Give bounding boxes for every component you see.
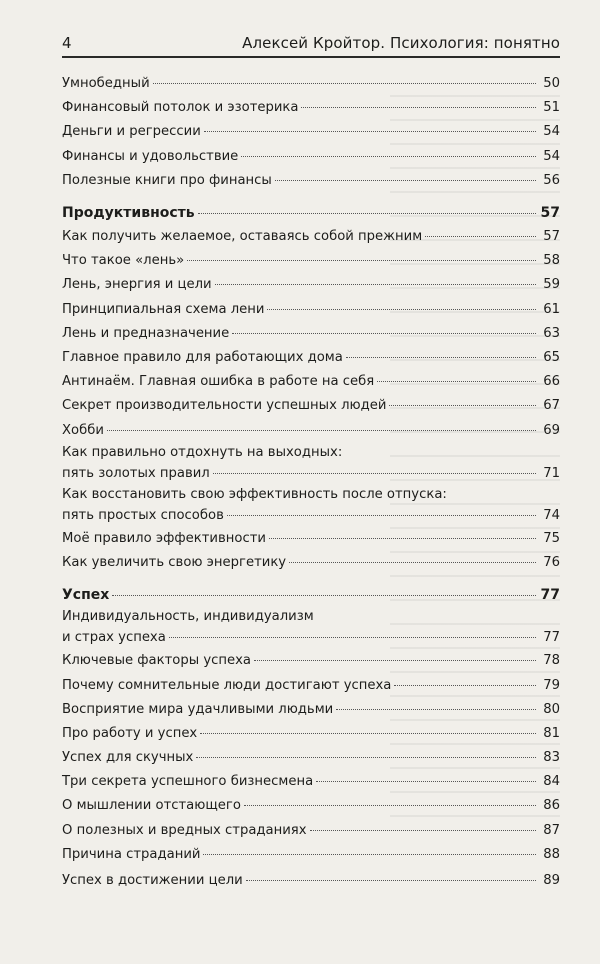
dot-leader [213,473,536,474]
dot-leader [232,333,536,334]
toc-entry-title: Успех в достижении цели [62,873,243,889]
toc-entry-page: 86 [543,798,560,814]
toc-entry [62,795,560,819]
toc-entry [62,145,560,169]
toc-entry-page: 87 [543,822,560,838]
dot-leader [246,880,536,881]
dot-leader [425,236,536,237]
toc-entry-title: О мышлении отстающего [62,798,241,814]
dot-leader [241,156,536,157]
dot-leader [336,709,536,710]
dot-leader [227,515,536,516]
toc-entry-title: Финансовый потолок и эзотерика [62,100,299,116]
toc-entry [62,485,560,527]
toc-entry-page: 80 [543,701,560,717]
toc-entry [62,370,560,394]
dot-leader [289,562,536,563]
toc-entry [62,746,560,770]
toc-entry-page: 77 [543,630,560,646]
dot-leader [394,685,536,686]
toc-entry-page: 74 [543,507,560,523]
dot-leader [198,213,536,214]
toc-entry-page: 88 [543,846,560,862]
toc-entry-page: 69 [543,422,560,438]
toc-entry-title: Умнобедный [62,75,150,91]
toc-entry-page: 71 [543,465,560,481]
toc-entry-page: 54 [543,124,560,140]
toc-entry-title: Восприятие мира удачливыми людьми [62,701,334,717]
dot-leader [389,405,536,406]
toc-entry-title: Антинаём. Главная ошибка в работе на себя [62,374,375,390]
toc-entry [62,607,560,649]
toc-entry-page: 66 [543,374,560,390]
toc-entry-title: Успех для скучных [62,750,194,766]
dot-leader [301,107,536,108]
dot-leader [316,781,536,782]
toc-entry-page: 65 [543,350,560,366]
toc-entry [62,225,560,249]
toc-entry-title: Моё правило эффективности [62,530,266,546]
dot-leader [244,805,536,806]
toc-entry [62,869,560,893]
toc-entry-title: Полезные книги про финансы [62,172,272,188]
toc-entry-title: Ключевые факторы успеха [62,653,252,669]
dot-leader [153,83,536,84]
section-title: Продуктивность [62,204,195,221]
dot-leader [204,131,536,132]
dot-leader [346,357,536,358]
toc-entry [62,443,560,485]
toc-entry [62,169,560,193]
dot-leader [215,284,536,285]
book-title: Алексей Кройтор. Психология: понятно [242,34,560,52]
toc-entry [62,322,560,346]
toc-entry-page: 76 [543,554,560,570]
table-of-contents [62,72,560,893]
toc-entry [62,249,560,273]
toc-entry-title: Лень и предназначение [62,325,230,341]
toc-entry-page: 75 [543,530,560,546]
toc-entry-title: О полезных и вредных страданиях [62,822,307,838]
dot-leader [203,854,536,855]
dot-leader [269,538,536,539]
toc-entry-page: 89 [543,873,560,889]
toc-entry-page: 84 [543,774,560,790]
toc-entry-page: 78 [543,653,560,669]
toc-entry [62,722,560,746]
toc-entry-page: 61 [543,301,560,317]
toc-entry-title: Что такое «лень» [62,253,185,269]
toc-entry-page: 58 [543,253,560,269]
toc-section-heading [62,583,560,607]
toc-entry-title: Деньги и регрессии [62,124,201,140]
toc-entry [62,770,560,794]
toc-entry-title: Три секрета успешного бизнесмена [62,774,314,790]
dot-leader [107,430,536,431]
toc-entry-title-line1: Как правильно отдохнуть на выходных: [62,444,343,460]
toc-entry-title-line2: и страх успеха [62,630,166,646]
dot-leader [275,180,536,181]
toc-entry [62,551,560,575]
toc-entry-title-line2: пять простых способов [62,507,224,523]
toc-entry [62,394,560,418]
toc-entry-title: Как увеличить свою энергетику [62,554,287,570]
toc-entry [62,96,560,120]
toc-entry-title: Лень, энергия и цели [62,277,212,293]
toc-entry-page: 81 [543,725,560,741]
toc-entry [62,298,560,322]
toc-entry-title: Хобби [62,422,104,438]
section-title: Успех [62,587,110,604]
toc-entry-title: Как получить желаемое, оставаясь собой прежним [62,229,423,245]
toc-entry-page: 57 [540,204,560,221]
dot-leader [377,381,536,382]
dot-leader [169,637,536,638]
toc-entry [62,649,560,673]
toc-entry [62,843,560,867]
toc-entry-title: Принципиальная схема лени [62,301,265,317]
toc-entry-page: 57 [543,229,560,245]
toc-entry-title: Про работу и успех [62,725,198,741]
toc-entry [62,346,560,370]
toc-entry [62,120,560,144]
toc-entry-title-line1: Как восстановить свою эффективность после отпуска: [62,486,447,502]
toc-entry [62,527,560,551]
dot-leader [196,757,536,758]
toc-entry-page: 56 [543,172,560,188]
toc-entry [62,419,560,443]
dot-leader [267,309,536,310]
toc-entry-page: 59 [543,277,560,293]
toc-entry-title-line2: пять золотых правил [62,465,210,481]
toc-entry-title: Почему сомнительные люди достигают успеха [62,677,392,693]
toc-entry-title-line1: Индивидуальность, индивидуализм [62,609,314,625]
toc-entry-page: 51 [543,100,560,116]
toc-entry-title: Финансы и удовольствие [62,148,239,164]
toc-entry [62,72,560,96]
dot-leader [112,595,536,596]
dot-leader [254,660,536,661]
toc-entry-page: 63 [543,325,560,341]
toc-entry-title: Причина страданий [62,846,201,862]
toc-entry [62,674,560,698]
toc-entry-page: 77 [540,587,560,604]
dot-leader [310,830,536,831]
dot-leader [200,733,536,734]
toc-entry-title: Секрет производительности успешных людей [62,398,387,414]
dot-leader [187,260,536,261]
toc-entry-title: Главное правило для работающих дома [62,350,343,366]
toc-entry-page: 79 [543,677,560,693]
toc-section-heading [62,201,560,225]
toc-entry-page: 54 [543,148,560,164]
running-header [62,34,560,58]
toc-entry-page: 50 [543,75,560,91]
toc-entry-page: 83 [543,750,560,766]
toc-entry [62,698,560,722]
toc-entry [62,819,560,843]
page-number: 4 [62,34,72,52]
toc-entry [62,274,560,298]
toc-entry-page: 67 [543,398,560,414]
